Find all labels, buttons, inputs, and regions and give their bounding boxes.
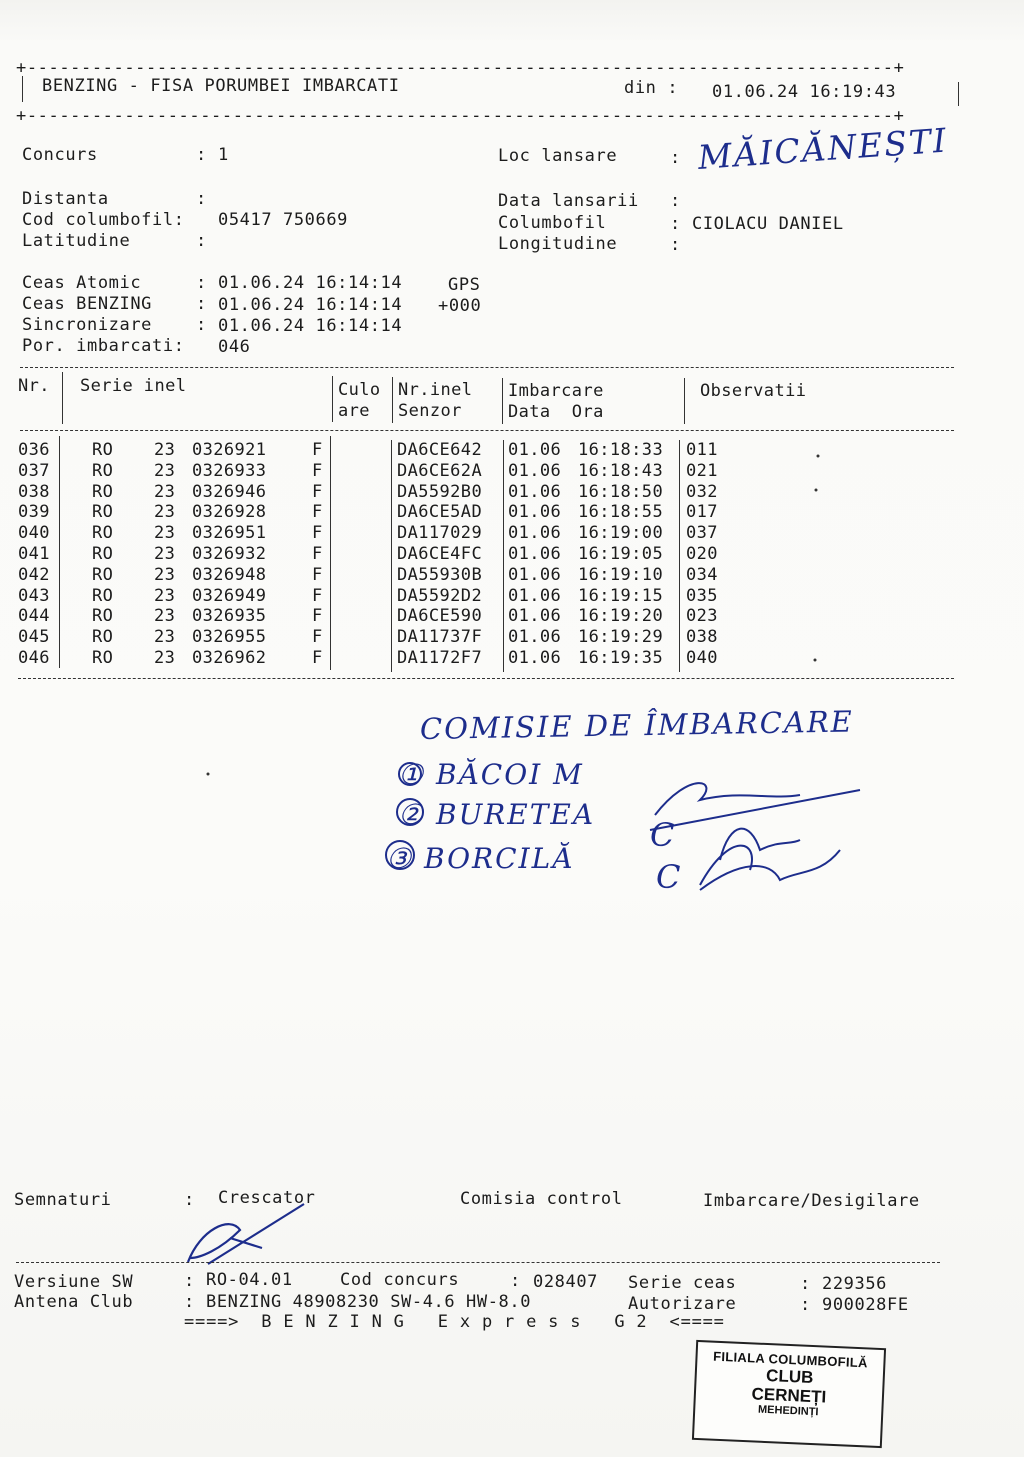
crescator-signature (188, 1204, 304, 1264)
cell-observatii: 037 (686, 523, 718, 544)
cell-year: 23 (154, 460, 176, 481)
cell-ring: 0326946 (192, 481, 267, 502)
commission-member-1: ① BĂCOI M (398, 758, 584, 791)
col-divider-imbarcare (502, 378, 503, 424)
member-2-initial: C (650, 816, 677, 854)
cell-nr: 037 (18, 460, 50, 481)
col-divider-culoare-body (330, 436, 331, 670)
cell-nr: 044 (18, 606, 50, 627)
col-header-culoare-1: Culo (338, 380, 381, 400)
ceas-atomic-value: 01.06.24 16:14:14 (218, 273, 403, 293)
cell-sex: F (312, 523, 323, 544)
cell-sensor: DA6CE4FC (397, 544, 483, 564)
cell-date: 01.06 (508, 460, 562, 481)
cell-year: 23 (154, 606, 176, 627)
header-left-bar (22, 76, 23, 102)
speck-3 (815, 489, 818, 492)
col-header-nr: Nr. (18, 376, 50, 396)
cod-columbofil-value: 05417 750669 (218, 210, 349, 230)
cell-date: 01.06 (508, 481, 562, 502)
cell-sex: F (312, 627, 323, 648)
club-stamp (692, 1340, 886, 1448)
commission-title: COMISIE DE ÎMBARCARE (419, 704, 855, 746)
footer-divider (16, 1262, 940, 1263)
cell-country: RO (92, 585, 114, 606)
ceas-atomic-extra: GPS (448, 275, 481, 295)
versiune-sw-colon: : (184, 1271, 195, 1291)
comisia-control-label: Comisia control (460, 1189, 623, 1209)
cell-observatii: 020 (686, 544, 718, 564)
cell-sensor: DA6CE590 (397, 606, 483, 627)
col-divider-nr (62, 372, 63, 424)
cell-year: 23 (154, 627, 176, 648)
cell-sex: F (312, 544, 323, 564)
cell-country: RO (92, 627, 114, 648)
cell-country: RO (92, 440, 114, 460)
header-date-value: 01.06.24 16:19:43 (712, 82, 897, 102)
cell-date: 01.06 (508, 502, 562, 523)
cell-nr: 036 (18, 440, 50, 460)
cell-sensor: DA6CE62A (397, 460, 483, 481)
data-lansarii-colon: : (670, 191, 681, 211)
cell-country: RO (92, 502, 114, 523)
speck-4 (814, 659, 817, 662)
col-header-observatii: Observatii (700, 381, 807, 401)
cell-nr: 038 (18, 481, 50, 502)
cell-date: 01.06 (508, 585, 562, 606)
data-lansarii-label: Data lansarii (498, 191, 639, 211)
cell-date: 01.06 (508, 440, 562, 460)
cell-country: RO (92, 481, 114, 502)
ceas-benzing-colon: : (196, 294, 207, 314)
cod-concurs-colon: : (510, 1271, 521, 1291)
col-header-imbarcare-1: Imbarcare (508, 381, 604, 401)
cell-country: RO (92, 523, 114, 544)
speck-1 (207, 773, 210, 776)
cell-country: RO (92, 564, 114, 585)
member-3-signature (700, 846, 840, 890)
cell-sex: F (312, 564, 323, 585)
cod-concurs-label: Cod concurs (340, 1270, 460, 1290)
col-header-nrinel-1: Nr.inel (398, 380, 473, 400)
por-imbarcati-label: Por. imbarcati: (22, 336, 185, 356)
col-header-imbarcare-2: Data Ora (508, 402, 604, 422)
member-2-signature (720, 829, 800, 860)
versiune-sw-value: RO-04.01 (206, 1270, 293, 1290)
antena-club-colon: : (184, 1292, 195, 1312)
cell-ring: 0326933 (192, 460, 267, 481)
col-divider-nrinel (392, 377, 393, 423)
cell-ring: 0326948 (192, 564, 267, 585)
serie-ceas-label: Serie ceas (628, 1273, 737, 1293)
member-1-signature (650, 783, 860, 830)
cell-ring: 0326951 (192, 523, 267, 544)
cell-time: 16:18:55 (578, 502, 664, 523)
cell-observatii: 017 (686, 502, 718, 523)
cell-sensor: DA6CE5AD (397, 502, 483, 523)
autorizare-label: Autorizare (628, 1294, 737, 1314)
commission-member-3: ③ BORCILĂ (386, 842, 575, 875)
benzing-banner: ====> B E N Z I N G E x p r e s s G 2 <==== (184, 1312, 725, 1332)
cell-ring: 0326962 (192, 648, 267, 668)
cell-ring: 0326928 (192, 502, 267, 523)
cell-sex: F (312, 440, 323, 460)
cell-year: 23 (154, 523, 176, 544)
col-header-serie: Serie inel (80, 376, 187, 396)
concurs-colon: : (196, 145, 207, 165)
cell-sex: F (312, 460, 323, 481)
latitudine-label: Latitudine (22, 231, 131, 251)
loc-lansare-colon: : (670, 148, 681, 168)
cell-sex: F (312, 502, 323, 523)
col-header-culoare-2: are (338, 401, 370, 421)
cell-sensor: DA6CE642 (397, 440, 483, 460)
col-divider-observatii (684, 378, 685, 424)
sincronizare-value: 01.06.24 16:14:14 (218, 316, 403, 336)
cell-year: 23 (154, 440, 176, 460)
cell-ring: 0326955 (192, 627, 267, 648)
cell-year: 23 (154, 544, 176, 564)
cell-sex: F (312, 648, 323, 668)
col-divider-nrinel-body (391, 440, 392, 672)
ceas-atomic-colon: : (196, 273, 207, 293)
table-bottom-border (18, 678, 954, 679)
cell-observatii: 034 (686, 564, 718, 585)
serie-ceas-value: 229356 (822, 1274, 888, 1294)
stamp-line-2: CLUB (765, 1365, 814, 1388)
loc-lansare-label: Loc lansare (498, 146, 618, 166)
cell-year: 23 (154, 481, 176, 502)
cell-observatii: 032 (686, 481, 718, 502)
cell-country: RO (92, 606, 114, 627)
member-3-initial: C (656, 858, 683, 896)
crescator-label: Crescator (218, 1188, 316, 1208)
cell-date: 01.06 (508, 523, 562, 544)
sincronizare-label: Sincronizare (22, 315, 153, 335)
cell-observatii: 035 (686, 585, 718, 606)
distanta-label: Distanta (22, 189, 109, 209)
autorizare-colon: : (800, 1295, 811, 1315)
concurs-value: 1 (218, 145, 229, 165)
ceas-atomic-label: Ceas Atomic (22, 273, 142, 293)
cell-time: 16:19:10 (578, 564, 664, 585)
cell-sensor: DA5592D2 (397, 585, 483, 606)
semnaturi-label: Semnaturi (14, 1190, 112, 1210)
cell-ring: 0326932 (192, 544, 267, 564)
cell-ring: 0326935 (192, 606, 267, 627)
sincronizare-colon: : (196, 315, 207, 335)
cell-observatii: 038 (686, 627, 718, 648)
stamp-line-3: CERNEȚI (751, 1384, 827, 1407)
columbofil-label: Columbofil (498, 213, 607, 233)
stamp-line-4: MEHEDINȚI (757, 1403, 819, 1419)
cell-sex: F (312, 481, 323, 502)
cell-nr: 041 (18, 544, 50, 564)
cell-sex: F (312, 585, 323, 606)
header-bottom-border: +--------------------------------------------------------------------------------+ (16, 106, 905, 126)
cell-country: RO (92, 648, 114, 668)
imbarcare-desigilare-label: Imbarcare/Desigilare (703, 1191, 920, 1211)
cell-sensor: DA1172F7 (397, 648, 483, 668)
loc-lansare-handwritten: MĂICĂNEȘTI (696, 120, 950, 177)
cell-time: 16:19:20 (578, 606, 664, 627)
cell-time: 16:18:43 (578, 460, 664, 481)
cell-year: 23 (154, 502, 176, 523)
cell-time: 16:18:33 (578, 440, 664, 460)
cell-time: 16:19:15 (578, 585, 664, 606)
table-top-border (20, 367, 954, 368)
cell-time: 16:19:35 (578, 648, 664, 668)
cell-nr: 042 (18, 564, 50, 585)
ceas-benzing-value: 01.06.24 16:14:14 (218, 295, 403, 315)
cell-sex: F (312, 606, 323, 627)
longitudine-colon: : (670, 235, 681, 255)
serie-ceas-colon: : (800, 1274, 811, 1294)
cell-date: 01.06 (508, 564, 562, 585)
cell-country: RO (92, 460, 114, 481)
cell-ring: 0326921 (192, 440, 267, 460)
semnaturi-colon: : (184, 1190, 195, 1210)
distanta-colon: : (196, 189, 207, 209)
header-right-bar (958, 82, 959, 106)
cell-observatii: 011 (686, 440, 718, 460)
cell-ring: 0326949 (192, 585, 267, 606)
col-divider-observatii-body (679, 440, 680, 672)
concurs-label: Concurs (22, 145, 98, 165)
col-header-nrinel-2: Senzor (398, 401, 462, 421)
cell-nr: 039 (18, 502, 50, 523)
antena-club-value: BENZING 48908230 SW-4.6 HW-8.0 (206, 1292, 532, 1312)
table-header-border (20, 430, 954, 431)
por-imbarcati-value: 046 (218, 337, 251, 357)
cell-date: 01.06 (508, 627, 562, 648)
commission-member-2: ② BURETEA (398, 798, 596, 831)
cell-year: 23 (154, 585, 176, 606)
cod-columbofil-label: Cod columbofil: (22, 210, 185, 230)
col-divider-culoare (332, 376, 333, 422)
col-divider-imbarcare-body (503, 440, 504, 672)
col-divider-nr-body (59, 436, 60, 668)
header-date-label: din : (624, 78, 679, 98)
autorizare-value: 900028FE (822, 1295, 909, 1315)
cell-nr: 045 (18, 627, 50, 648)
cell-date: 01.06 (508, 606, 562, 627)
cell-time: 16:19:05 (578, 544, 664, 564)
cell-nr: 046 (18, 648, 50, 668)
cell-year: 23 (154, 564, 176, 585)
versiune-sw-label: Versiune SW (14, 1272, 134, 1292)
cell-observatii: 023 (686, 606, 718, 627)
columbofil-colon: : (670, 214, 681, 234)
columbofil-value: CIOLACU DANIEL (692, 214, 844, 234)
cell-sensor: DA55930B (397, 564, 483, 585)
cell-nr: 043 (18, 585, 50, 606)
cell-time: 16:18:50 (578, 481, 664, 502)
header-title: BENZING - FISA PORUMBEI IMBARCATI (42, 76, 400, 96)
speck-2 (817, 455, 820, 458)
longitudine-label: Longitudine (498, 234, 618, 254)
cell-observatii: 040 (686, 648, 718, 668)
header-top-border: +--------------------------------------------------------------------------------+ (16, 58, 905, 78)
latitudine-colon: : (196, 231, 207, 251)
cell-country: RO (92, 544, 114, 564)
cell-date: 01.06 (508, 648, 562, 668)
antena-club-label: Antena Club (14, 1292, 134, 1312)
cell-nr: 040 (18, 523, 50, 544)
stamp-line-1: FILIALA COLUMBOFILĂ (712, 1348, 869, 1371)
ceas-benzing-extra: +000 (438, 296, 482, 316)
cell-sensor: DA117029 (397, 523, 483, 544)
cell-year: 23 (154, 648, 176, 668)
cod-concurs-value: 028407 (533, 1272, 599, 1292)
cell-time: 16:19:00 (578, 523, 664, 544)
cell-sensor: DA11737F (397, 627, 483, 648)
cell-date: 01.06 (508, 544, 562, 564)
ceas-benzing-label: Ceas BENZING (22, 294, 153, 314)
cell-observatii: 021 (686, 460, 718, 481)
cell-sensor: DA5592B0 (397, 481, 483, 502)
cell-time: 16:19:29 (578, 627, 664, 648)
